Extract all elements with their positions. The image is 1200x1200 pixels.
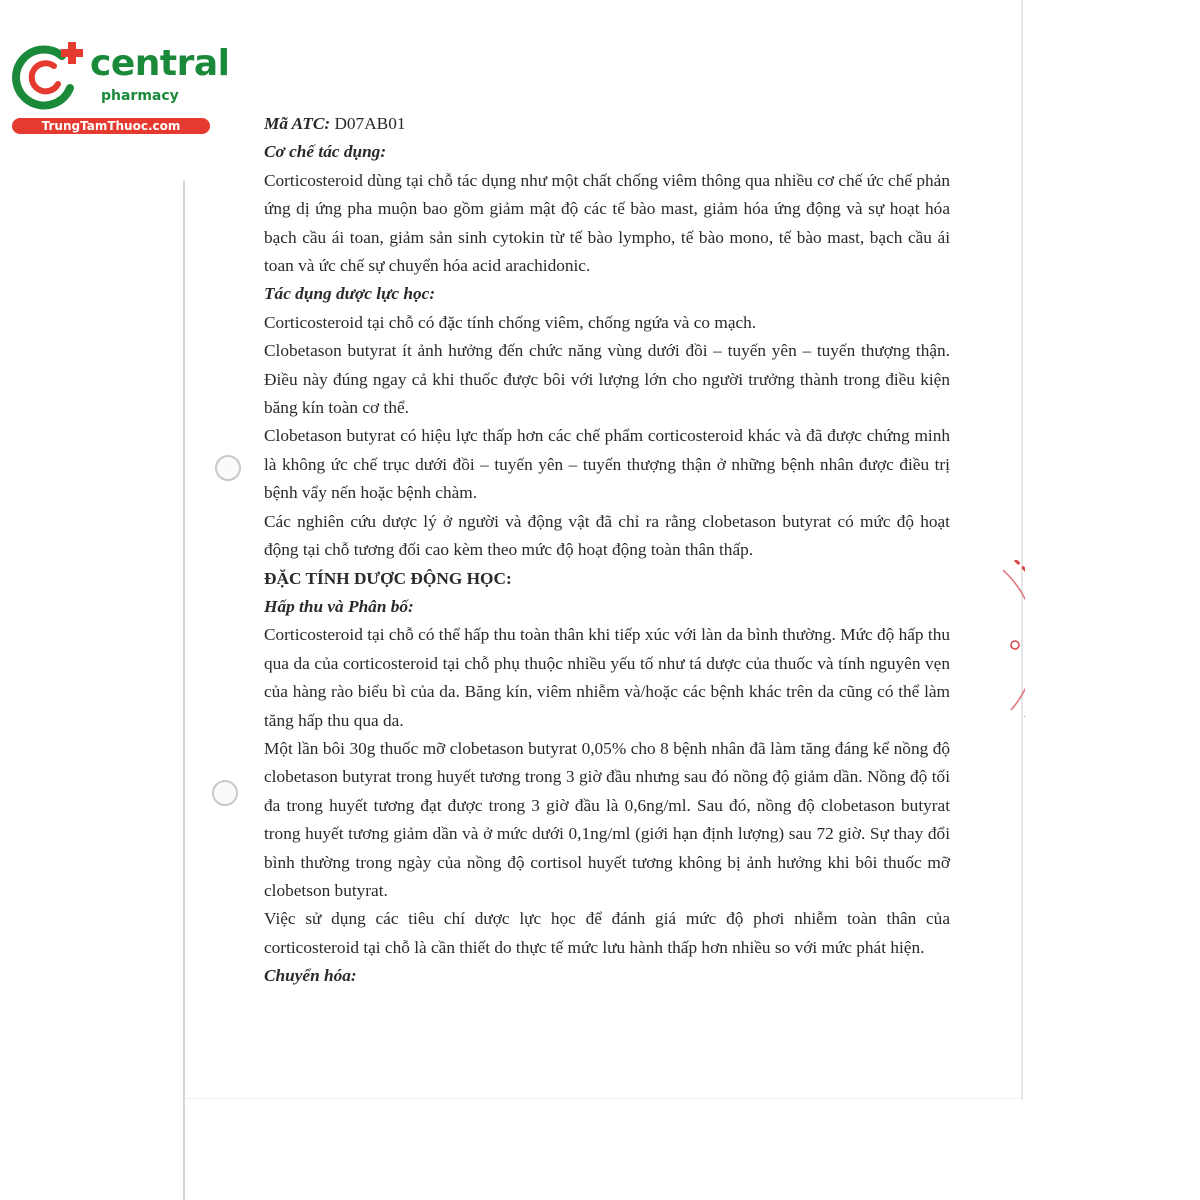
pharmacy-cross-icon bbox=[10, 38, 90, 114]
pharmacodynamics-heading: Tác dụng dược lực học: bbox=[264, 284, 436, 304]
pharmacodynamics-paragraph: Corticosteroid tại chỗ có đặc tính chống viêm, chống ngứa và co mạch. bbox=[264, 312, 757, 332]
page-left-edge bbox=[183, 180, 185, 1200]
pharmacodynamics-paragraph: Clobetason butyrat ít ảnh hưởng đến chức năng vùng dưới đồi – tuyến yên – tuyến thượng thận. Điều này đúng ngay cả khi thuốc được bôi với lượng lớn cho người trưởng thành trong điều kiện băng kín toàn cơ thể. bbox=[264, 341, 950, 418]
red-stamp-icon bbox=[985, 560, 1025, 720]
punch-hole-icon bbox=[215, 455, 241, 481]
brand-subtitle: pharmacy bbox=[101, 88, 179, 104]
page-bottom-edge bbox=[185, 1098, 1025, 1099]
punch-hole-icon bbox=[212, 780, 238, 806]
pharmacokinetics-heading: ĐẶC TÍNH DƯỢC ĐỘNG HỌC: bbox=[264, 568, 512, 588]
metabolism-heading: Chuyển hóa: bbox=[264, 966, 357, 986]
mechanism-heading: Cơ chế tác dụng: bbox=[264, 142, 387, 162]
absorption-heading: Hấp thu và Phân bố: bbox=[264, 596, 414, 616]
page-right-edge bbox=[1021, 0, 1023, 1100]
mechanism-text: Corticosteroid dùng tại chỗ tác dụng như một chất chống viêm thông qua nhiều cơ chế ức chế phản ứng dị ứng pha muộn bao gồm giảm mật độ các tế bào mast, giảm hóa ứng động và sự hoạt hóa bạch cầu ái toan, giảm sản sinh cytokin từ tế bào lympho, tế bào mono, tế bào mast, bạch cầu ái toan và ức chế sự chuyển hóa acid arachidonic. bbox=[264, 170, 950, 276]
document-body bbox=[264, 110, 950, 991]
brand-name: central bbox=[90, 43, 230, 84]
site-url-badge[interactable]: TrungTamThuoc.com bbox=[12, 118, 210, 134]
atc-line bbox=[264, 110, 950, 138]
atc-code: D07AB01 bbox=[334, 114, 406, 133]
absorption-paragraph: Việc sử dụng các tiêu chí dược lực học để đánh giá mức độ phơi nhiễm toàn thân của corticosteroid tại chỗ là cần thiết do thực tế mức lưu hành thấp hơn nhiều so với mức phát hiện. bbox=[264, 909, 950, 957]
pharmacodynamics-paragraph: Clobetason butyrat có hiệu lực thấp hơn các chế phẩm corticosteroid khác và đã được chứng minh là không ức chế trục dưới đồi – tuyến yên – tuyến thượng thận ở những bệnh nhân được điều trị bệnh vẩy nến hoặc bệnh chàm. bbox=[264, 426, 950, 503]
absorption-paragraph: Một lần bôi 30g thuốc mỡ clobetason butyrat 0,05% cho 8 bệnh nhân đã làm tăng đáng kể nồng độ clobetason butyrat trong huyết tương trong 3 giờ đầu nhưng sau đó nồng độ giảm dần. Nồng độ tối đa trong huyết tương đạt được trong 3 giờ đầu là 0,6ng/ml. Sau đó, nồng độ clobetason butyrat trong huyết tương giảm dần và ở mức dưới 0,1ng/ml (giới hạn định lượng) sau 72 giờ. Sự thay đổi bình thường trong ngày của nồng độ cortisol huyết tương không bị ảnh hưởng khi bôi thuốc mỡ clobetson butyrat. bbox=[264, 738, 950, 900]
central-pharmacy-logo[interactable] bbox=[10, 38, 230, 138]
pharmacodynamics-paragraph: Các nghiên cứu dược lý ở người và động vật đã chỉ ra rằng clobetason butyrat có mức độ hoạt động tại chỗ tương đối cao kèm theo mức độ hoạt động toàn thân thấp. bbox=[264, 511, 950, 560]
absorption-paragraph: Corticosteroid tại chỗ có thể hấp thu toàn thân khi tiếp xúc với làn da bình thường. Mức độ hấp thu qua da của corticosteroid tại chỗ phụ thuộc nhiều yếu tố như tá dược của thuốc và tính nguyên vẹn của hàng rào biểu bì của da. Băng kín, viêm nhiễm và/hoặc các bệnh khác trên da cũng có thể làm tăng hấp thu qua da. bbox=[264, 625, 950, 730]
atc-label: Mã ATC: bbox=[264, 114, 331, 133]
